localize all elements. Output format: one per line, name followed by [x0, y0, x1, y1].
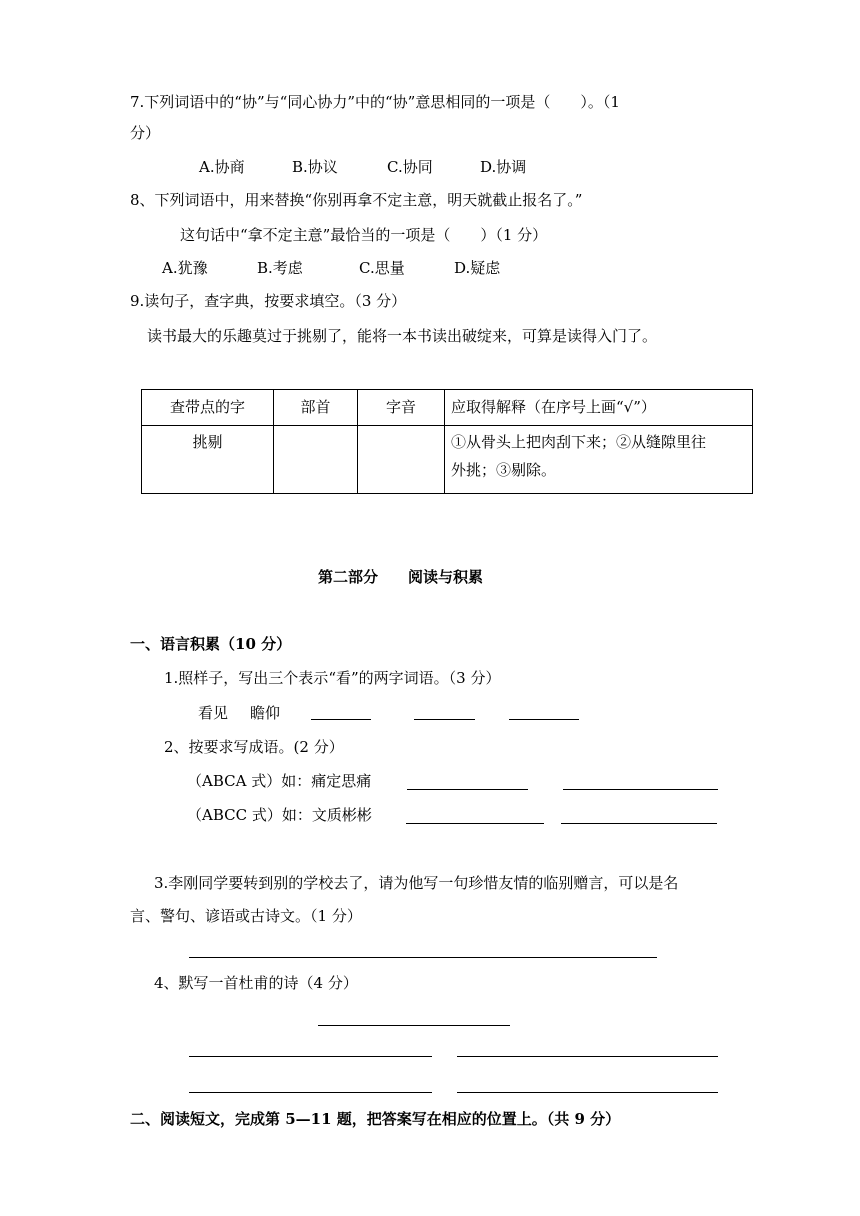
cell-pinyin[interactable]	[358, 426, 445, 494]
poem-line-blank-1[interactable]	[189, 1056, 432, 1057]
poem-line-blank-3[interactable]	[189, 1092, 432, 1093]
meaning-line2: 外挑；③剔除。	[451, 461, 557, 479]
cell-radical[interactable]	[274, 426, 358, 494]
section1-title: 一、语言积累（10 分）	[130, 635, 292, 653]
abcc-answer-blank-2[interactable]	[561, 823, 717, 824]
q3-answer-blank[interactable]	[189, 957, 657, 958]
q4-text: 4、默写一首杜甫的诗（4 分）	[154, 974, 358, 992]
part2-title: 第二部分 阅读与积累	[318, 568, 484, 586]
table-row	[142, 426, 753, 494]
dictionary-table	[141, 389, 753, 494]
q2-abca: （ABCA 式）如：痛定思痛	[187, 772, 372, 790]
section2-title: 二、阅读短文，完成第 5—11 题，把答案写在相应的位置上。（共 9 分）	[130, 1110, 621, 1128]
meaning-line1: ①从骨头上把肉刮下来；②从缝隙里往	[451, 433, 707, 451]
header-radical: 部首	[274, 390, 358, 426]
cell-meaning	[445, 426, 753, 494]
header-pinyin: 字音	[358, 390, 445, 426]
abca-answer-blank-1[interactable]	[407, 789, 528, 790]
q7-option-c: C.协同	[387, 158, 433, 176]
q9-sentence: 读书最大的乐趣莫过于挑剔了，能将一本书读出破绽来，可算是读得入门了。	[147, 327, 658, 345]
q2-abcc: （ABCC 式）如：文质彬彬	[187, 806, 372, 824]
q2-text: 2、按要求写成语。(2 分）	[164, 738, 344, 756]
q8-line2: 这句话中“拿不定主意”最恰当的一项是（ ）（1 分）	[180, 226, 548, 244]
q7-line2: 分）	[130, 124, 161, 142]
poem-line-blank-2[interactable]	[457, 1056, 718, 1057]
q8-option-d: D.疑虑	[454, 259, 501, 277]
q1-answer-blank-3[interactable]	[509, 719, 579, 720]
abca-answer-blank-2[interactable]	[563, 789, 718, 790]
abcc-answer-blank-1[interactable]	[406, 823, 544, 824]
poem-title-blank[interactable]	[318, 1025, 510, 1026]
q7-option-d: D.协调	[480, 158, 527, 176]
q1-answer-blank-1[interactable]	[311, 719, 371, 720]
q1-example-1: 看见	[198, 704, 229, 722]
q3-line2: 言、警句、谚语或古诗文。（1 分）	[130, 907, 362, 925]
q3-line1: 3.李刚同学要转到别的学校去了，请为他写一句珍惜友情的临别赠言，可以是名	[154, 874, 679, 892]
cell-char: 挑剔	[142, 426, 274, 494]
q7-line1: 7.下列词语中的“协”与“同心协力”中的“协”意思相同的一项是（ ）。（1	[130, 93, 620, 111]
q9-line1: 9.读句子，查字典，按要求填空。（3 分）	[130, 292, 407, 310]
header-meaning: 应取得解释（在序号上画“√”）	[445, 390, 753, 426]
header-char: 查带点的字	[142, 390, 274, 426]
poem-line-blank-4[interactable]	[457, 1092, 718, 1093]
q8-option-c: C.思量	[359, 259, 405, 277]
q8-option-b: B.考虑	[257, 259, 303, 277]
table-header-row	[142, 390, 753, 426]
q8-option-a: A.犹豫	[162, 259, 208, 277]
q1-text: 1.照样子，写出三个表示“看”的两字词语。（3 分）	[164, 669, 501, 687]
q8-line1: 8、下列词语中，用来替换“你别再拿不定主意，明天就截止报名了。”	[130, 191, 583, 209]
q1-answer-blank-2[interactable]	[414, 719, 475, 720]
q7-option-a: A.协商	[199, 158, 245, 176]
q7-option-b: B.协议	[292, 158, 338, 176]
q1-example-2: 瞻仰	[250, 704, 281, 722]
